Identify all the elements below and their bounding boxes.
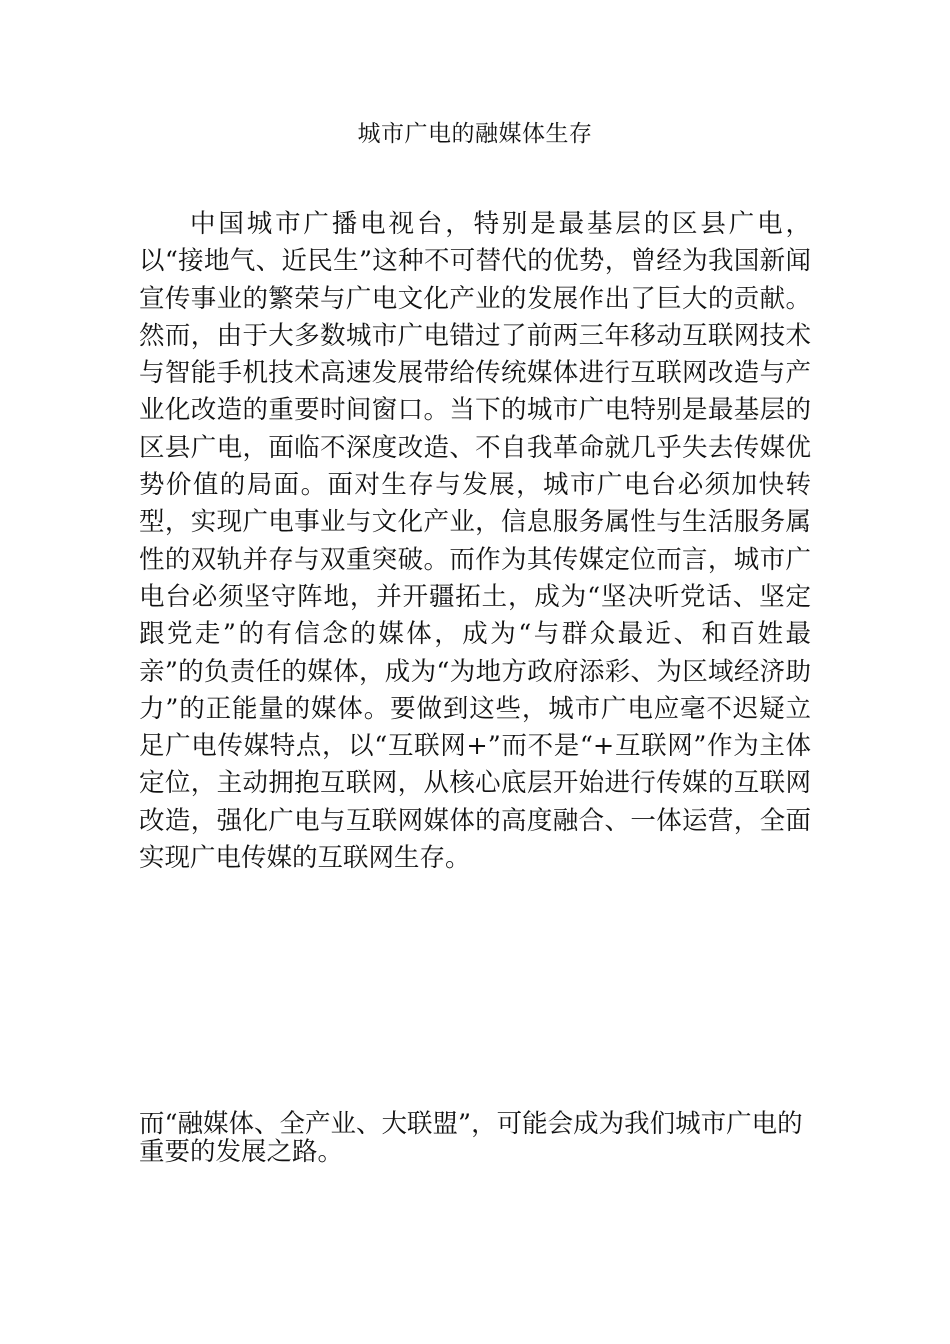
document-title: 城市广电的融媒体生存 <box>357 121 593 147</box>
body-paragraph-1: 中国城市广播电视台，特别是最基层的区县广电，以“接地气、近民生”这种不可替代的优势，曾经为我国新闻宣传事业的繁荣与广电文化产业的发展作出了巨大的贡献。然而，由于大多数城市广电错过了前两三年移动互联网技术与智能手机技术高速发展带给传统媒体进行互联网改造与产业化改造的重要时间窗口。当下的城市广电特别是最基层的区县广电，面临不深度改造、不自我革命就几乎失去传媒优势价值的局面。面对生存与发展，城市广电台必须加快转型，实现广电事业与文化产业，信息服务属性与生活服务属性的双轨并存与双重突破。而作为其传媒定位而言，城市广电台必须坚守阵地，并开疆拓土，成为“坚决听党话、坚定跟党走”的有信念的媒体，成为“与群众最近、和百姓最亲”的负责任的媒体，成为“为地方政府添彩、为区域经济助力”的正能量的媒体。要做到这些，城市广电应毫不迟疑立足广电传媒特点，以“互联网+”而不是“+互联网”作为主体定位，主动拥抱互联网，从核心底层开始进行传媒的互联网改造，强化广电与互联网媒体的高度融合、一体运营，全面实现广电传媒的互联网生存。 <box>139 209 811 874</box>
body-paragraph-2: 而“融媒体、全产业、大联盟”，可能会成为我们城市广电的重要的发展之路。 <box>139 1109 803 1167</box>
